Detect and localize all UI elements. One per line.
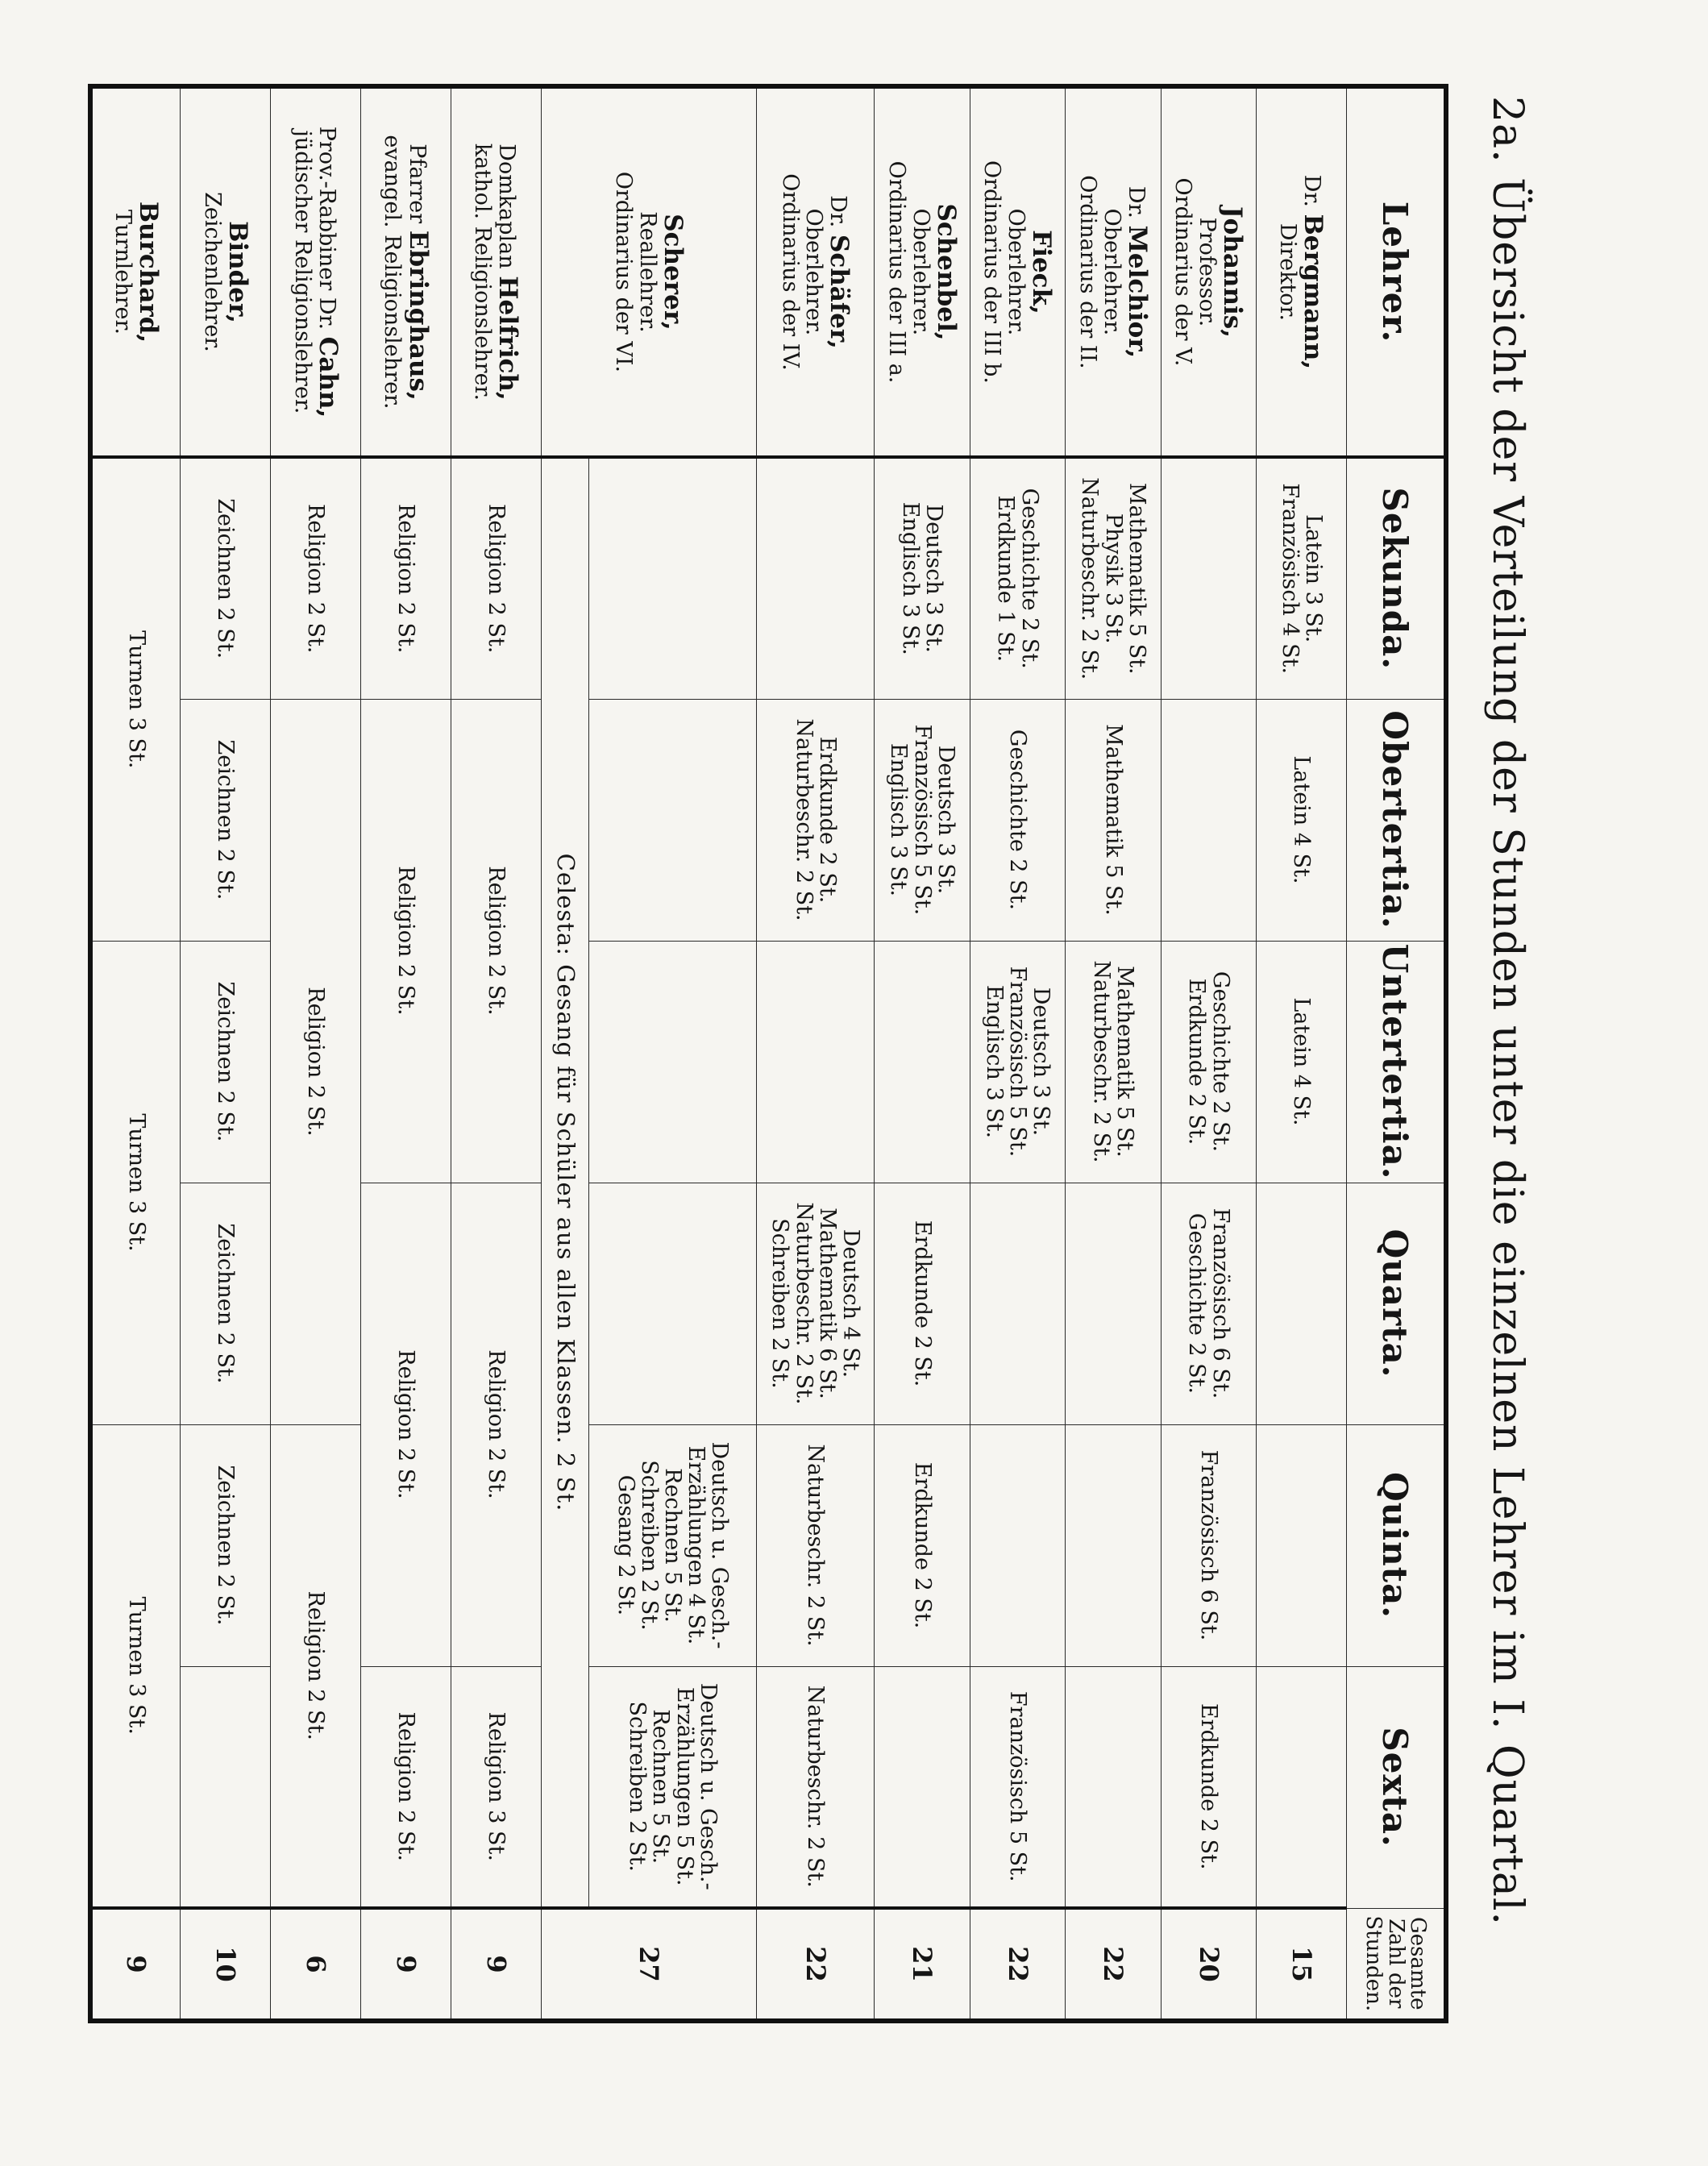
cell-untertertia [970,941,1065,1183]
subject-line: Mathematik 5 St. [1124,482,1149,675]
cell-sekunda [1066,457,1161,699]
subject-line: Mathematik 5 St. [1112,966,1138,1158]
subject-line: Französisch 4 St. [1277,483,1303,675]
cell-obertertia [757,699,875,941]
subject-line: Naturbeschr. 2 St. [1077,477,1103,680]
cell-sexta: Religion 3 St. [451,1666,542,1908]
subject-line: Gesang 2 St. [613,1474,638,1616]
cell-sexta [1257,1666,1347,1908]
teacher-name-line [135,91,162,453]
subject-line: Deutsch 3 St. [921,504,947,653]
header-sexta: Sexta. [1347,1666,1447,1908]
subject-line: Schreiben 2 St. [767,1218,793,1389]
cell-quarta: Zeichnen 2 St. [181,1183,271,1424]
cell-untertertia [757,941,875,1183]
teacher-role: Turnlehrer. [110,209,136,335]
teacher-cell [1161,86,1256,457]
total-cell: 9 [90,1908,181,2021]
table-row [90,86,181,2021]
cell-sekunda: Religion 2 St. [451,457,542,699]
cell-obertertia [970,699,1065,941]
table-row [757,86,875,2021]
cell-quarta [588,1183,756,1424]
total-cell: 27 [541,1908,756,2021]
cell-quarta [970,1183,1065,1424]
subject-line: Erdkunde 2 St. [1195,1702,1221,1870]
cell-quarta [757,1183,875,1424]
cell-quinta [970,1424,1065,1666]
header-total-line: Gesamte [1405,1917,1430,2010]
cell-sexta [181,1666,271,1908]
teacher-role: jüdischer Religionslehrer. [289,130,315,414]
table-row [1066,86,1161,2021]
table-row [875,86,970,2021]
subject-line: Erdkunde 2 St. [909,1461,935,1629]
subject-line: Englisch 3 St. [898,501,924,655]
subject-line: Geschichte 2 St. [1005,729,1031,911]
cell-quinta [875,1424,970,1666]
cell-sexta: Religion 2 St. [361,1666,451,1908]
teacher-name: Ebringhaus, [403,230,433,401]
subject-line: Deutsch u. Gesch.- [707,1441,733,1649]
cell-untertertia [1161,941,1256,1183]
teacher-prefix: Dr. [1123,185,1149,226]
teacher-ordinarius: Ordinarius der III b. [979,160,1005,384]
cell-sekunda: Religion 2 St. [271,457,361,699]
total-cell: 15 [1257,1908,1347,2021]
teacher-name-line [494,91,522,453]
subject-line: Erzählungen 4 St. [684,1445,709,1645]
teacher-cell [1257,86,1347,457]
teacher-name-line [825,91,853,453]
total-cell: 21 [875,1908,970,2021]
cell-untertertia: Zeichnen 2 St. [181,941,271,1183]
subject-line: Rechnen 5 St. [648,1709,674,1865]
teacher-role: kathol. Religionslehrer. [470,143,496,401]
cell-obertertia-untertertia: Religion 2 St. [451,699,542,1183]
subject-line: Naturbeschr. 2 St. [803,1444,829,1647]
teacher-name-line [1299,91,1327,453]
header-quarta: Quarta. [1347,1183,1447,1424]
teacher-name-line [1028,91,1055,453]
schedule-table [88,84,1448,2023]
subject-line: Deutsch 4 St. [837,1229,863,1378]
cell-sekunda [1257,457,1347,699]
cell-untertertia [1066,941,1161,1183]
cell-quarta-quinta: Religion 2 St. [361,1183,451,1666]
cell-obertertia [875,699,970,941]
teacher-prefix: Prov.-Rabbiner Dr. [314,126,339,337]
cell-sexta [970,1666,1065,1908]
teacher-ordinarius: Ordinarius der II. [1074,175,1100,369]
teacher-name: Melchior, [1122,225,1152,359]
teacher-ordinarius: Ordinarius der VI. [610,171,636,373]
header-total-line: Stunden. [1361,1915,1386,2012]
cell-quinta [588,1424,756,1666]
table-row [1161,86,1256,2021]
cell-untertertia-quarta: Turnen 3 St. [90,941,181,1424]
subject-line: Naturbeschr. 2 St. [1088,960,1114,1163]
teacher-name: Binder, [222,221,252,323]
header-untertertia: Untertertia. [1347,941,1447,1183]
cell-obertertia [588,699,756,941]
table-row [451,86,542,2021]
teacher-name-line [659,91,687,453]
subject-line: Erdkunde 2 St. [1184,978,1210,1145]
cell-quarta [875,1183,970,1424]
cell-obertertia [1161,699,1256,941]
cell-sexta [1161,1666,1256,1908]
teacher-ordinarius: Ordinarius der IV. [777,173,803,371]
teacher-ordinarius: Ordinarius der V. [1170,177,1196,367]
cell-quarta [1161,1183,1256,1424]
subject-line: Schreiben 2 St. [636,1460,662,1631]
cell-sekunda: Religion 2 St. [361,457,451,699]
teacher-cell [90,86,181,457]
table-row [181,86,271,2021]
teacher-role: evangel. Religionslehrer. [380,135,405,410]
cell-quinta [1066,1424,1161,1666]
subject-line: Erdkunde 1 St. [993,495,1019,663]
subject-line: Naturbeschr. 2 St. [791,718,817,921]
header-row [1347,86,1447,2021]
subject-line: Geschichte 2 St. [1184,1212,1210,1395]
cell-quarta-quinta: Religion 2 St. [451,1183,542,1666]
table-row [970,86,1065,2021]
teacher-role: Oberlehrer. [908,208,933,336]
total-cell: 20 [1161,1908,1256,2021]
subject-line: Französisch 6 St. [1207,1208,1233,1399]
teacher-role: Professor. [1195,217,1220,327]
subject-line: Französisch 5 St. [1005,966,1031,1158]
teacher-name-line [933,91,960,453]
teacher-name-line [404,91,431,453]
teacher-name-line [224,91,251,453]
cell-obertertia: Zeichnen 2 St. [181,699,271,941]
subject-line: Geschichte 2 St. [1207,971,1233,1153]
rotated-page [88,84,1539,2012]
subject-line: Latein 4 St. [1289,755,1315,884]
cell-sekunda [875,457,970,699]
teacher-prefix: Pfarrer [404,143,430,231]
teacher-role: Oberlehrer. [1099,208,1124,336]
subject-line: Französisch 5 St. [909,724,935,916]
cell-sekunda [757,457,875,699]
cell-quinta-sexta: Religion 2 St. [271,1424,361,1908]
teacher-name: Fieck, [1027,230,1057,314]
cell-untertertia [1257,941,1347,1183]
teacher-role: Oberlehrer. [1004,208,1029,336]
cell-sexta [757,1666,875,1908]
teacher-cell [181,86,271,457]
header-total [1347,1908,1447,2021]
cell-untertertia [875,941,970,1183]
teacher-name: Johannis, [1218,206,1248,339]
teacher-role: Oberlehrer. [801,208,827,336]
teacher-prefix: Dr. [825,195,851,235]
total-cell: 22 [757,1908,875,2021]
teacher-name: Helfrich, [493,276,523,401]
teacher-prefix: Dr. [1299,174,1325,214]
cell-sexta [588,1666,756,1908]
teacher-cell [970,86,1065,457]
cell-untertertia [588,941,756,1183]
cell-sekunda [1161,457,1256,699]
subject-line: Englisch 3 St. [981,984,1007,1139]
subject-line: Schreiben 2 St. [625,1701,650,1872]
table-row [1257,86,1347,2021]
subject-line: Mathematik 6 St. [814,1208,840,1399]
teacher-cell [451,86,542,457]
total-cell: 22 [970,1908,1065,2021]
total-cell: 6 [271,1908,361,2021]
page-title: 2a. Übersicht der Verteilung der Stunden unter die einzelnen Lehrer im I. Quartal. [1483,95,1531,1926]
cell-obertertia-untertertia: Religion 2 St. [361,699,451,1183]
subject-line: Französisch 5 St. [1005,1690,1031,1882]
subject-line: Geschichte 2 St. [1016,488,1042,669]
subject-line: Latein 4 St. [1289,997,1315,1126]
table-row [271,86,361,2021]
subject-line: Erdkunde 2 St. [814,736,840,904]
cell-quinta [1161,1424,1256,1666]
subject-line: Latein 3 St. [1300,514,1326,643]
teacher-cell [875,86,970,457]
teacher-role: Zeichenlehrer. [199,192,225,352]
teacher-name-line [1124,91,1151,453]
header-total-line: Zahl der [1383,1919,1408,2009]
subject-line: Physik 3 St. [1100,513,1126,644]
subject-line: Naturbeschr. 2 St. [803,1685,829,1888]
teacher-name: Scherer, [658,214,688,331]
cell-quinta [1257,1424,1347,1666]
subject-line: Rechnen 5 St. [660,1468,686,1623]
cell-obertertia [1257,699,1347,941]
teacher-ordinarius: Ordinarius der III a. [884,160,909,384]
teacher-name: Burchard, [134,201,164,343]
teacher-cell [1066,86,1161,457]
subject-line: Naturbeschr. 2 St. [791,1202,817,1405]
teacher-name-line [314,91,342,453]
cell-sexta [875,1666,970,1908]
teacher-role: Reallehrer. [634,211,660,333]
table-row [361,86,451,2021]
teacher-cell [541,86,756,457]
cell-obertertia [1066,699,1161,941]
total-cell: 10 [181,1908,271,2021]
cell-sexta [1066,1666,1161,1908]
subject-line: Deutsch 3 St. [933,745,958,895]
table-row [588,86,756,2021]
celesta-cell: Celesta: Gesang für Schüler aus allen Klassen. 2 St. [541,457,588,1908]
teacher-cell [757,86,875,457]
cell-sekunda [588,457,756,699]
header-obertertia: Obertertia. [1347,699,1447,941]
subject-line: Erdkunde 2 St. [909,1220,935,1387]
cell-sekunda [970,457,1065,699]
total-cell: 22 [1066,1908,1161,2021]
cell-quinta [757,1424,875,1666]
teacher-name: Schäfer, [825,234,854,349]
subject-line: Mathematik 5 St. [1100,724,1126,916]
teacher-cell [361,86,451,457]
teacher-role: Direktor. [1275,222,1301,322]
cell-sekunda: Zeichnen 2 St. [181,457,271,699]
cell-quarta [1066,1183,1161,1424]
cell-quinta-sexta: Turnen 3 St. [90,1424,181,1908]
subject-line: Deutsch u. Gesch.- [695,1682,721,1890]
header-sekunda: Sekunda. [1347,457,1447,699]
cell-quinta: Zeichnen 2 St. [181,1424,271,1666]
subject-line: Erzählungen 5 St. [671,1686,697,1886]
teacher-name-line [1219,91,1246,453]
subject-line: Französisch 6 St. [1195,1449,1221,1641]
teacher-cell [271,86,361,457]
total-cell: 9 [451,1908,542,2021]
teacher-name: Schenbel, [931,203,961,341]
cell-obertertia-quarta: Religion 2 St. [271,699,361,1424]
subject-line: Deutsch 3 St. [1029,987,1054,1137]
cell-sekunda-obertertia: Turnen 3 St. [90,457,181,941]
cell-quarta [1257,1183,1347,1424]
teacher-name: Cahn, [313,336,343,418]
teacher-prefix: Domkaplan [494,143,520,276]
total-cell: 9 [361,1908,451,2021]
teacher-name: Bergmann, [1299,214,1328,370]
header-quinta: Quinta. [1347,1424,1447,1666]
subject-line: Englisch 3 St. [886,742,912,897]
header-lehrer: Lehrer. [1347,86,1447,457]
